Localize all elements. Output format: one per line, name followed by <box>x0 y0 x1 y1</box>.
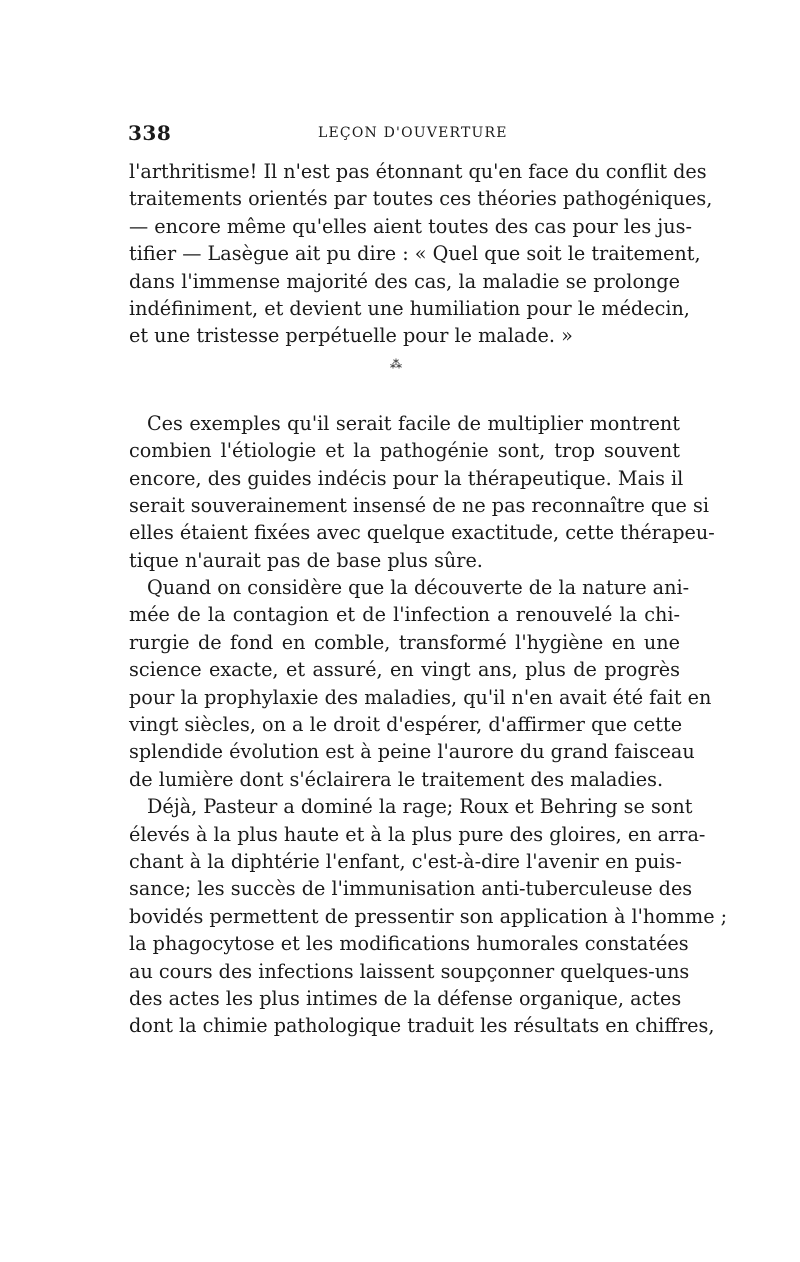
section-break <box>129 352 680 408</box>
paragraph-4 <box>129 793 728 1040</box>
paragraph-3 <box>129 574 712 793</box>
text-line: splendide évolution est à peine l'aurore du grand faisceau <box>129 740 695 764</box>
text-line: vingt siècles, on a le droit d'espérer, d'affirmer que cette <box>129 713 683 737</box>
text-line: la phagocytose et les modifications humorales constatées <box>129 932 689 956</box>
page-number: 338 <box>128 121 172 145</box>
text-line: encore, des guides indécis pour la thérapeutique. Mais il <box>129 466 684 490</box>
paragraph-2 <box>129 410 715 574</box>
paragraph-1 <box>129 158 713 350</box>
text-line: pour la prophylaxie des maladies, qu'il n'en avait été fait en <box>129 685 712 709</box>
text-line: dont la chimie pathologique traduit les résultats en chiffres, <box>129 1014 715 1038</box>
text-line: l'arthritisme! Il n'est pas étonnant qu'en face du conflit des <box>129 160 707 183</box>
text-line: Ces exemples qu'il serait facile de multiplier montrent <box>147 411 680 435</box>
text-line: — encore même qu'elles aient toutes des cas pour les jus- <box>129 214 692 238</box>
text-line: sance; les succès de l'immunisation anti-tuberculeuse des <box>129 877 693 901</box>
text-line: chant à la diphtérie l'enfant, c'est-à-dire l'avenir en puis- <box>129 849 682 873</box>
running-title: LEÇON D'OUVERTURE <box>318 125 508 141</box>
text-line: elles étaient fixées avec quelque exactitude, cette thérapeu- <box>129 521 715 545</box>
text-line: traitements orientés par toutes ces théories pathogéniques, <box>129 187 713 211</box>
asterism-ornament: ⁂ <box>390 356 402 371</box>
text-line: Quand on considère que la découverte de la nature ani- <box>147 576 690 600</box>
text-line: et une tristesse perpétuelle pour le malade. » <box>129 324 573 348</box>
text-line: tifier — Lasègue ait pu dire : « Quel que soit le traitement, <box>129 242 701 266</box>
text-line: Déjà, Pasteur a dominé la rage; Roux et Behring se sont <box>147 795 693 819</box>
body-text <box>129 158 728 1040</box>
text-line: indéfiniment, et devient une humiliation pour le médecin, <box>129 296 690 320</box>
text-line: serait souverainement insensé de ne pas reconnaître que si <box>129 493 709 517</box>
text-line: de lumière dont s'éclairera le traitement des maladies. <box>129 767 664 791</box>
text-line: bovidés permettent de pressentir son application à l'homme ; <box>129 904 728 928</box>
text-line: tique n'aurait pas de base plus sûre. <box>129 548 483 572</box>
page-header <box>128 121 680 145</box>
text-line: dans l'immense majorité des cas, la maladie se prolonge <box>129 269 680 293</box>
text-line: élevés à la plus haute et à la plus pure des gloires, en arra- <box>129 822 706 846</box>
text-line: mée de la contagion et de l'infection a renouvelé la chi- <box>129 603 680 627</box>
text-line: science exacte, et assuré, en vingt ans, plus de progrès <box>129 658 680 682</box>
text-line: au cours des infections laissent soupçonner quelques-uns <box>129 959 690 983</box>
text-line: des actes les plus intimes de la défense organique, actes <box>129 986 682 1010</box>
text-line: rurgie de fond en comble, transformé l'hygiène en une <box>129 630 680 654</box>
text-line: combien l'étiologie et la pathogénie sont, trop souvent <box>129 439 680 463</box>
